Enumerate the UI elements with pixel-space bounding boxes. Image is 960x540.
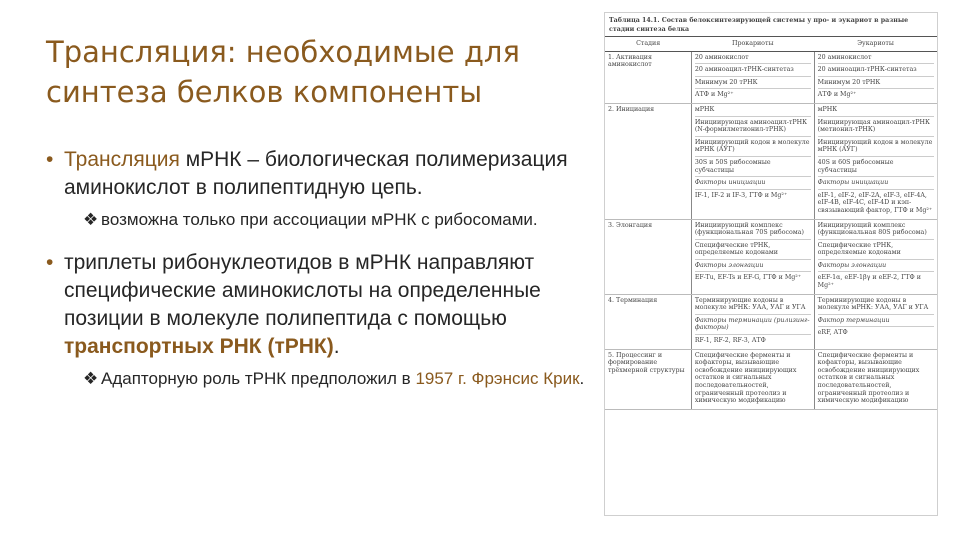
eukaryote-cell (814, 103, 937, 219)
cell-line: Факторы терминации (рилизинг-факторы) (695, 317, 811, 335)
cell-line: Инициирующий комплекс (функциональная 80S рибосома) (818, 222, 934, 240)
prokaryote-cell (691, 103, 814, 219)
cell-line: Инициирующий кодон в молекуле мРНК (АУГ) (695, 139, 811, 157)
term-translation: Трансляция (64, 148, 180, 171)
cell-line: мРНК (818, 106, 934, 117)
term-trna: транспортных РНК (тРНК) (64, 335, 334, 358)
cell-line: АТФ и Mg²⁺ (694, 91, 734, 99)
table-row (605, 51, 937, 103)
cell-line: 20 аминокислот (695, 54, 811, 65)
cell-line: 20 аминоацил-тРНК-синтетаз (818, 66, 934, 77)
stage-cell: 1. Активация аминокислот (605, 51, 691, 103)
table-header-row (605, 37, 937, 52)
cell-line: Инициирующая аминоацил-тРНК (N-формилметионил-тРНК) (695, 119, 811, 137)
cell-line: eRF, АТФ (817, 329, 848, 337)
bullet-marker: • (46, 148, 54, 171)
bullet-text: мРНК – биологическая полимеризация аминокислот в полипептидную цепь. (64, 148, 568, 199)
col-header-eukaryotes: Эукариоты (814, 37, 937, 52)
stage-cell: 4. Терминация (605, 294, 691, 349)
prokaryote-cell (691, 219, 814, 294)
crick-reference: 1957 г. Фрэнсис Крик (415, 369, 580, 388)
stage-cell: 2. Инициация (605, 103, 691, 219)
protein-synthesis-table (604, 12, 938, 516)
bullet-triplets (46, 249, 586, 361)
table-row (605, 103, 937, 219)
cell-line: Терминирующие кодоны в молекуле мРНК: УАА, УАГ и УГА (818, 297, 934, 315)
cell-line: Факторы элонгации (818, 262, 934, 273)
bullet-marker: • (46, 251, 54, 274)
cell-line: Инициирующий комплекс (функциональная 70S рибосома) (695, 222, 811, 240)
table-row (605, 219, 937, 294)
cell-line: 20 аминоацил-тРНК-синтетаз (695, 66, 811, 77)
cell-line: Терминирующие кодоны в молекуле мРНК: УАА, УАГ и УГА (695, 297, 811, 315)
cell-line: Факторы элонгации (695, 262, 811, 273)
cell-line: Инициирующий кодон в молекуле мРНК (АУГ) (818, 139, 934, 157)
cell-line: Специфические тРНК, определяемые кодонами (695, 242, 811, 260)
cell-line: Минимум 20 тРНК (695, 79, 811, 90)
sub-bullet-ribosomes (46, 208, 586, 231)
sub-bullet-tail: . (579, 369, 585, 388)
cell-line: 40S и 60S рибосомные субчастицы (818, 159, 934, 177)
sub-bullet-crick (46, 367, 586, 390)
cell-line: eIF-1, eIF-2, eIF-2A, eIF-3, eIF-4A, eIF-4B, eIF-4C, eIF-4D и кэп-связывающий фактор, ГТФ и Mg²⁺ (817, 191, 933, 214)
cell-line: Минимум 20 тРНК (818, 79, 934, 90)
bullet-list (46, 146, 586, 390)
col-header-prokaryotes: Прокариоты (691, 37, 814, 52)
cell-line: eEF-1α, eEF-1βγ и eEF-2, ГТФ и Mg²⁺ (817, 274, 921, 290)
eukaryote-cell (814, 294, 937, 349)
eukaryote-cell (814, 51, 937, 103)
sub-bullet-text: возможна только при ассоциации мРНК с рибосомами. (101, 210, 538, 229)
eukaryote-cell (814, 349, 937, 409)
cell-line: Специфические ферменты и кофакторы, вызывающие освобождение инициирующих остатков и сигнальных последовательностей, ограниченный протеолиз и химическую модификацию (817, 351, 920, 405)
cell-line: IF-1, IF-2 и IF-3, ГТФ и Mg²⁺ (694, 191, 788, 199)
stage-cell: 3. Элонгация (605, 219, 691, 294)
col-header-stage: Стадия (605, 37, 691, 52)
cell-line: RF-1, RF-2, RF-3, АТФ (694, 337, 766, 345)
cell-line: Специфические тРНК, определяемые кодонами (818, 242, 934, 260)
arrow-bullet-icon: ❖ (83, 369, 99, 388)
prokaryote-cell (691, 51, 814, 103)
table-row (605, 349, 937, 409)
bullet-tail: . (333, 335, 340, 358)
cell-line: Факторы инициации (695, 179, 811, 190)
cell-line: мРНК (695, 106, 811, 117)
stage-cell: 5. Процессинг и формирование трёхмерной структуры (605, 349, 691, 409)
eukaryote-cell (814, 219, 937, 294)
table-row (605, 294, 937, 349)
cell-line: АТФ и Mg²⁺ (817, 91, 857, 99)
slide-title: Трансляция: необходимые для синтеза белков компоненты (46, 35, 520, 109)
cell-line: Инициирующая аминоацил-тРНК (метионил-тРНК) (818, 119, 934, 137)
bullet-translation (46, 146, 586, 202)
cell-line: 30S и 50S рибосомные субчастицы (695, 159, 811, 177)
cell-line: Специфические ферменты и кофакторы, вызывающие освобождение инициирующих остатков и сигнальных последовательностей, ограниченный протеолиз и химическую модификацию (694, 351, 797, 405)
bullet-text: триплеты рибонуклеотидов в мРНК направляют специфические аминокислоты на определенные позиции в молекуле полипептида с помощью (64, 251, 541, 330)
cell-line: EF-Tu, EF-Ts и EF-G, ГТФ и Mg²⁺ (694, 274, 802, 282)
cell-line: 20 аминокислот (818, 54, 934, 65)
cell-line: Факторы инициации (818, 179, 934, 190)
arrow-bullet-icon: ❖ (83, 210, 99, 229)
table-caption: Таблица 14.1. Состав белоксинтезирующей системы у про- и эукариот в разные стадии синтеза белка (609, 17, 909, 33)
cell-line: Фактор терминации (818, 317, 934, 328)
components-table (605, 36, 937, 410)
prokaryote-cell (691, 349, 814, 409)
sub-bullet-text: Адапторную роль тРНК предположил в (101, 369, 416, 388)
prokaryote-cell (691, 294, 814, 349)
